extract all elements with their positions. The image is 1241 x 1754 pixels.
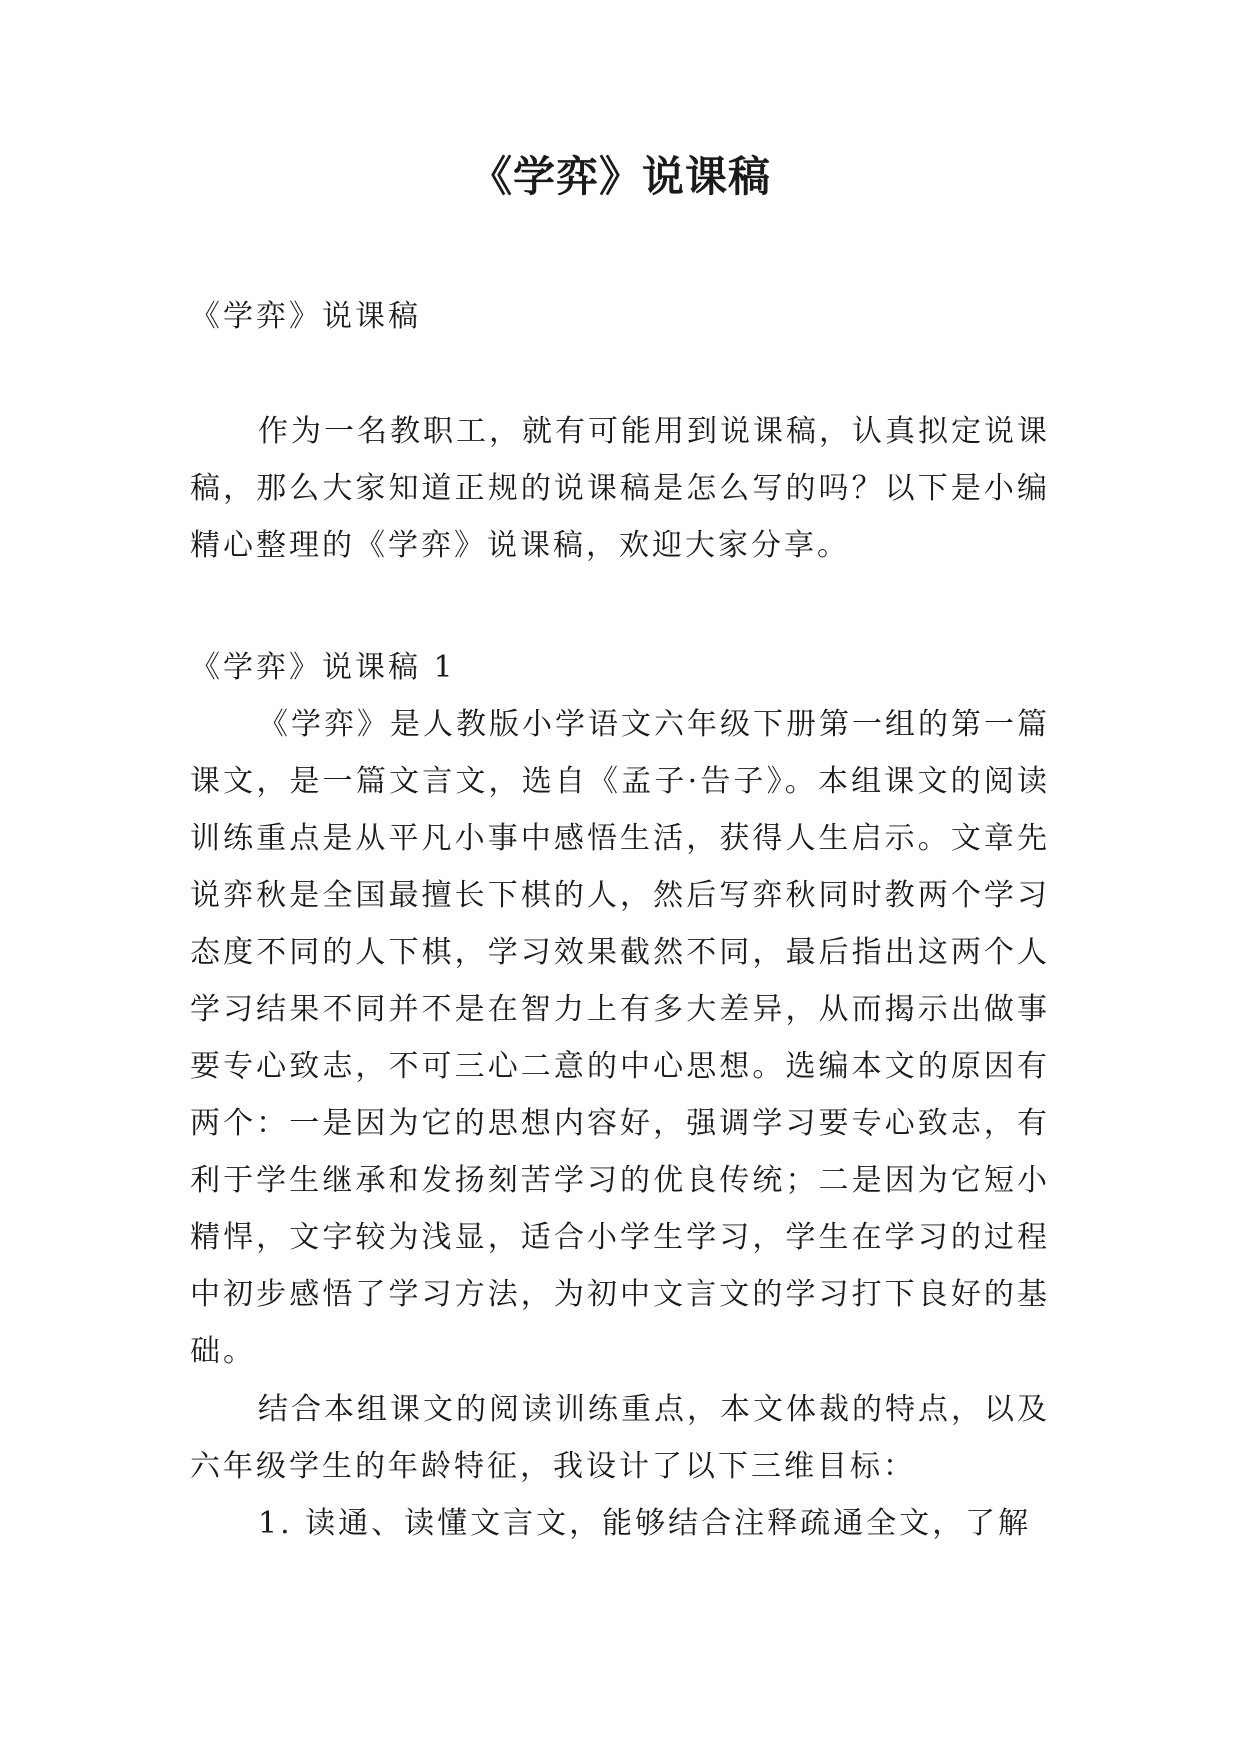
- goal-item-1: 1. 读通、读懂文言文，能够结合注释疏通全文，了解: [258, 1506, 1032, 1541]
- document-title: 《学弈》说课稿: [469, 152, 771, 201]
- section-heading: 《学弈》说课稿 1: [190, 650, 456, 685]
- body-paragraph-2: 结合本组课文的阅读训练重点，本文体裁的特点，以及六年级学生的年龄特征，我设计了以下三维目标：: [190, 1392, 1050, 1484]
- document-subtitle: 《学弈》说课稿: [190, 299, 421, 334]
- intro-paragraph: 作为一名教职工，就有可能用到说课稿，认真拟定说课稿，那么大家知道正规的说课稿是怎么写的吗？以下是小编精心整理的《学弈》说课稿，欢迎大家分享。: [190, 414, 1050, 563]
- body-paragraph-1: 《学弈》是人教版小学语文六年级下册第一组的第一篇课文，是一篇文言文，选自《孟子·告子》。本组课文的阅读训练重点是从平凡小事中感悟生活，获得人生启示。文章先说弈秋是全国最擅长下棋的人，然后写弈秋同时教两个学习态度不同的人下棋，学习效果截然不同，最后指出这两个人学习结果不同并不是在智力上有多大差异，从而揭示出做事要专心致志，不可三心二意的中心思想。选编本文的原因有两个：一是因为它的思想内容好，强调学习要专心致志，有利于学生继承和发扬刻苦学习的优良传统；二是因为它短小精悍，文字较为浅显，适合小学生学习，学生在学习的过程中初步感悟了学习方法，为初中文言文的学习打下良好的基础。: [190, 707, 1050, 1369]
